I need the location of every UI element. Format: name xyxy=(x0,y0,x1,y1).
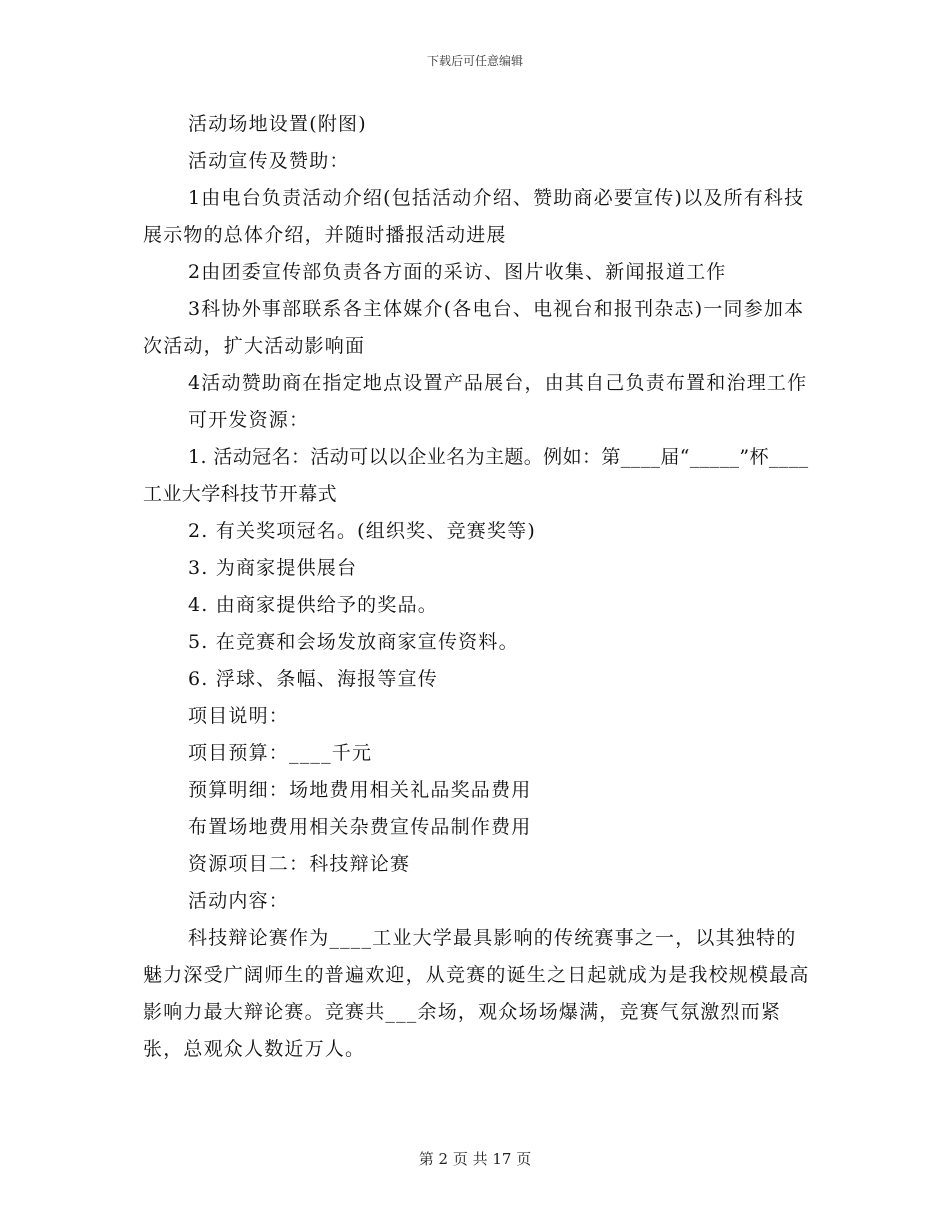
paragraph-project-budget: 项目预算：____千元 xyxy=(188,742,373,764)
paragraph-promotion-item-4: 4活动赞助商在指定地点设置产品展台，由其自己负责布置和治理工作 xyxy=(188,372,808,394)
paragraph-resource-item-4: 4. 由商家提供给予的奖品。 xyxy=(188,594,438,616)
paragraph-resource-item-6: 6. 浮球、条幅、海报等宣传 xyxy=(188,668,438,690)
paragraph-promotion-item-3: 3科协外事部联系各主体媒介(各电台、电视台和报刊杂志)一同参加本次活动，扩大活动影响面 xyxy=(143,298,805,357)
paragraph-resource-item-5: 5. 在竞赛和会场发放商家宣传资料。 xyxy=(188,631,519,653)
paragraph-venue-costs: 布置场地费用相关杂费宣传品制作费用 xyxy=(188,816,532,838)
paragraph-venue-setup: 活动场地设置(附图) xyxy=(188,113,367,135)
paragraph-resource-item-2: 2. 有关奖项冠名。(组织奖、竞赛奖等) xyxy=(188,520,536,542)
paragraph-resource-item-1: 1. 活动冠名：活动可以以企业名为主题。例如：第____届“_____”杯____工业大学科技节开幕式 xyxy=(143,446,809,505)
page-header: 下载后可任意编辑 xyxy=(426,54,523,68)
paragraph-resource-item-3: 3. 为商家提供展台 xyxy=(188,557,358,579)
page-number-footer: 第 2 页 共 17 页 xyxy=(418,1150,532,1168)
document-body xyxy=(143,106,813,1068)
paragraph-debate-description: 科技辩论赛作为____工业大学最具影响的传统赛事之一，以其独特的魅力深受广阔师生的普遍欢迎，从竞赛的诞生之日起就成为是我校规模最高影响力最大辩论赛。竞赛共___余场，观众场场爆满，竞赛气氛激烈而紧张，总观众人数近万人。 xyxy=(143,927,810,1060)
paragraph-project-description: 项目说明： xyxy=(188,705,290,727)
paragraph-promotion-item-1: 1由电台负责活动介绍(包括活动介绍、赞助商必要宣传)以及所有科技展示物的总体介绍，并随时播报活动进展 xyxy=(143,187,805,246)
paragraph-activity-content: 活动内容： xyxy=(188,890,290,912)
paragraph-promotion-heading: 活动宣传及赞助： xyxy=(188,150,350,172)
paragraph-budget-details: 预算明细：场地费用相关礼品奖品费用 xyxy=(188,779,532,801)
paragraph-promotion-item-2: 2由团委宣传部负责各方面的采访、图片收集、新闻报道工作 xyxy=(188,261,727,283)
paragraph-resource-project-two: 资源项目二：科技辩论赛 xyxy=(188,853,411,875)
paragraph-resources-heading: 可开发资源： xyxy=(188,409,310,431)
